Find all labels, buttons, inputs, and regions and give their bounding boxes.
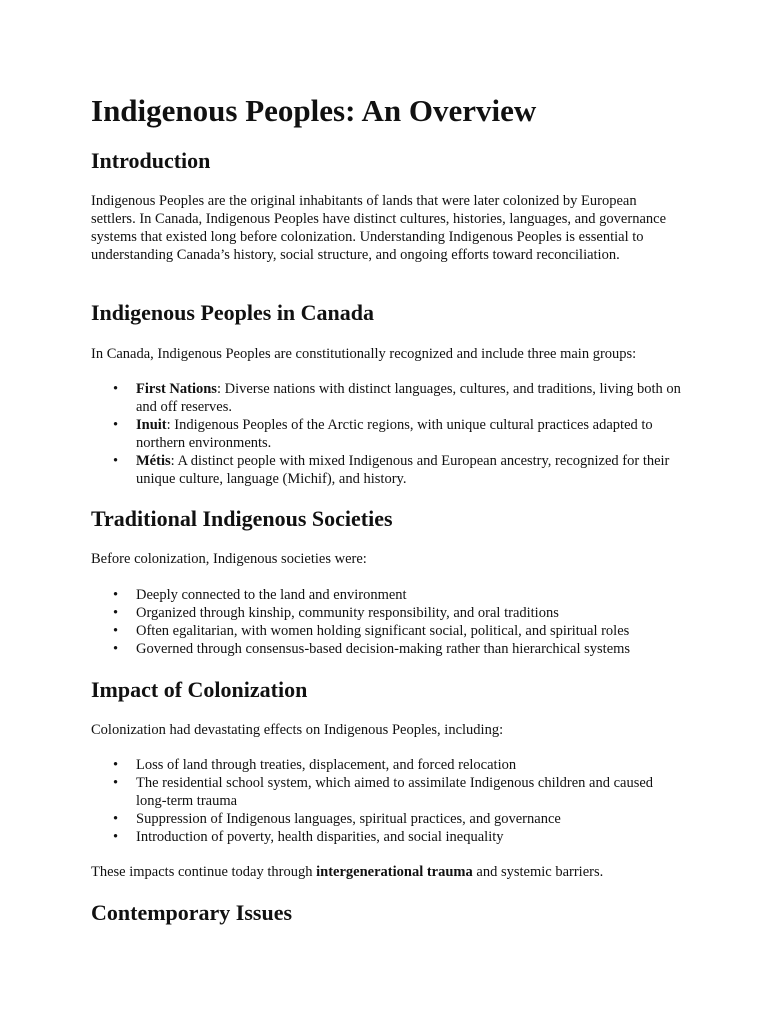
list-item: • Deeply connected to the land and environment [136, 586, 681, 604]
desc-first-nations: : Diverse nations with distinct languages, cultures, and traditions, living both on and off reserves. [136, 381, 681, 415]
term-metis: Métis [136, 453, 171, 469]
closing-text-start: These impacts continue today through [91, 864, 317, 880]
closing-text-bold: intergenerational trauma [316, 864, 473, 880]
heading-traditional: Traditional Indigenous Societies [91, 506, 393, 531]
paragraph-colonization-closing [91, 863, 681, 881]
closing-text-end: and systemic barriers. [472, 864, 604, 880]
document-title: Indigenous Peoples: An Overview [91, 93, 537, 128]
paragraph-introduction: Indigenous Peoples are the original inhabitants of lands that were later colonized by European settlers. In Canada, Indigenous Peoples have distinct cultures, histories, languages, and governance systems that existed long before colonization. Understanding Indigenous Peoples is essential to understanding Canada’s history, social structure, and ongoing efforts toward reconciliation. [91, 193, 667, 263]
paragraph-colonization-intro: Colonization had devastating effects on Indigenous Peoples, including: [91, 722, 504, 738]
list-item: • Introduction of poverty, health disparities, and social inequality [136, 828, 681, 846]
list-item: • Organized through kinship, community responsibility, and oral traditions [136, 604, 681, 622]
paragraph-traditional-intro: Before colonization, Indigenous societies were: [91, 551, 367, 567]
term-inuit: Inuit [136, 417, 167, 433]
paragraph-canada-intro: In Canada, Indigenous Peoples are constitutionally recognized and include three main groups: [91, 346, 637, 362]
list-item: • Suppression of Indigenous languages, spiritual practices, and governance [136, 810, 681, 828]
list-item: • Loss of land through treaties, displacement, and forced relocation [136, 756, 681, 774]
list-colonization [91, 756, 681, 846]
list-item-metis [136, 452, 681, 488]
list-main-groups [91, 380, 681, 488]
list-item: • Often egalitarian, with women holding significant social, political, and spiritual roles [136, 622, 681, 640]
heading-colonization: Impact of Colonization [91, 677, 308, 702]
desc-metis: : A distinct people with mixed Indigenous and European ancestry, recognized for their unique culture, language (Michif), and history. [136, 453, 670, 487]
heading-canada: Indigenous Peoples in Canada [91, 300, 375, 325]
term-first-nations: First Nations [136, 381, 217, 397]
heading-introduction: Introduction [91, 148, 211, 173]
list-traditional [91, 586, 681, 658]
heading-contemporary: Contemporary Issues [91, 900, 293, 925]
list-item-inuit [136, 416, 681, 452]
list-item-first-nations [136, 380, 681, 416]
desc-inuit: : Indigenous Peoples of the Arctic regions, with unique cultural practices adapted to northern environments. [136, 417, 653, 451]
list-item: • Governed through consensus-based decision-making rather than hierarchical systems [136, 640, 681, 658]
list-item: • The residential school system, which aimed to assimilate Indigenous children and caused long-term trauma [136, 774, 681, 810]
